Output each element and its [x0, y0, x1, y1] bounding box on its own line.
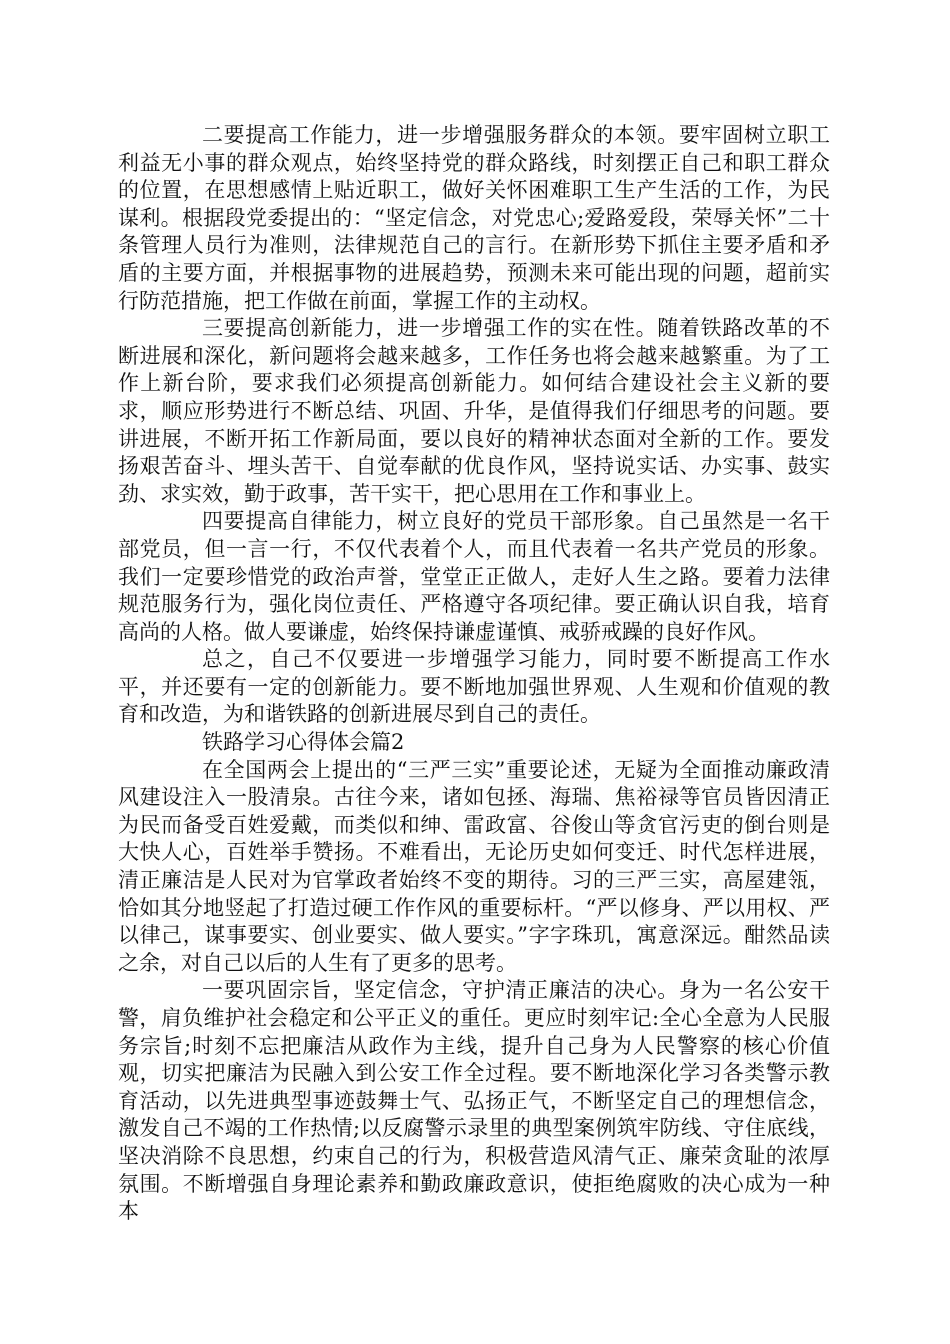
paragraph-consolidate-purpose: 一要巩固宗旨，坚定信念，守护清正廉洁的决心。身为一名公安干警，肩负维护社会稳定和公平正义的重任。更应时刻牢记:全心全意为人民服务宗旨;时刻不忘把廉洁从政作为主线，提升自己身为人民警察的核心价值观，切实把廉洁为民融入到公安工作全过程。要不断地深化学习各类警示教育活动，以先进典型事迹鼓舞士气、弘扬正气，不断坚定自己的理想信念，激发自己不竭的工作热情;以反腐警示录里的典型案例筑牢防线、守住底线，坚决消除不良思想，约束自己的行为，积极营造风清气正、廉荣贪耻的浓厚氛围。不断增强自身理论素养和勤政廉政意识，使拒绝腐败的决心成为一种本	[118, 978, 830, 1224]
paragraph-self-discipline: 四要提高自律能力，树立良好的党员干部形象。自己虽然是一名干部党员，但一言一行，不仅代表着个人，而且代表着一名共产党员的形象。我们一定要珍惜党的政治声誉，堂堂正正做人，走好人生之路。要着力法律规范服务行为，强化岗位责任、严格遵守各项纪律。要正确认识自我，培育高尚的人格。做人要谦虚，始终保持谦虚谨慎、戒骄戒躁的良好作风。	[118, 509, 830, 644]
paragraph-work-ability: 二要提高工作能力，进一步增强服务群众的本领。要牢固树立职工利益无小事的群众观点，始终坚持党的群众路线，时刻摆正自己和职工群众的位置，在思想感情上贴近职工，做好关怀困难职工生产生活的工作，为民谋利。根据段党委提出的：“坚定信念，对党忠心;爱路爱段，荣辱关怀”二十条管理人员行为准则，法律规范自己的言行。在新形势下抓住主要矛盾和矛盾的主要方面，并根据事物的进展趋势，预测未来可能出现的问题，超前实行防范措施，把工作做在前面，掌握工作的主动权。	[118, 123, 830, 313]
paragraph-innovation-ability: 三要提高创新能力，进一步增强工作的实在性。随着铁路改革的不断进展和深化，新问题将会越来越多，工作任务也将会越来越繁重。为了工作上新台阶，要求我们必须提高创新能力。如何结合建设社会主义新的要求，顺应形势进行不断总结、巩固、升华，是值得我们仔细思考的问题。要讲进展，不断开拓工作新局面，要以良好的精神状态面对全新的工作。要发扬艰苦奋斗、埋头苦干、自觉奉献的优良作风，坚持说实话、办实事、鼓实劲、求实效，勤于政事，苦干实干，把心思用在工作和事业上。	[118, 316, 830, 506]
paragraph-three-stricts: 在全国两会上提出的“三严三实”重要论述，无疑为全面推动廉政清风建设注入一股清泉。古往今来，诸如包拯、海瑞、焦裕禄等官员皆因清正为民而备受百姓爱戴，而类似和绅、雷政富、谷俊山等贪官污吏的倒台则是大快人心，百姓举手赞扬。不难看出，无论历史如何变迁、时代怎样进展，清正廉洁是人民对为官掌政者始终不变的期待。习的三严三实，高屋建瓴，恰如其分地竖起了打造过硬工作作风的重要标杆。“严以修身、严以用权、严以律己，谋事要实、创业要实、做人要实。”字字珠玑，寓意深远。酣然品读之余，对自己以后的人生有了更多的思考。	[118, 757, 830, 975]
section-title: 铁路学习心得体会篇2	[202, 730, 405, 755]
paragraph-conclusion: 总之，自己不仅要进一步增强学习能力，同时要不断提高工作水平，并还要有一定的创新能力。要不断地加强世界观、人生观和价值观的教育和改造，为和谐铁路的创新进展尽到自己的责任。	[118, 647, 830, 727]
document-page	[118, 122, 830, 1226]
